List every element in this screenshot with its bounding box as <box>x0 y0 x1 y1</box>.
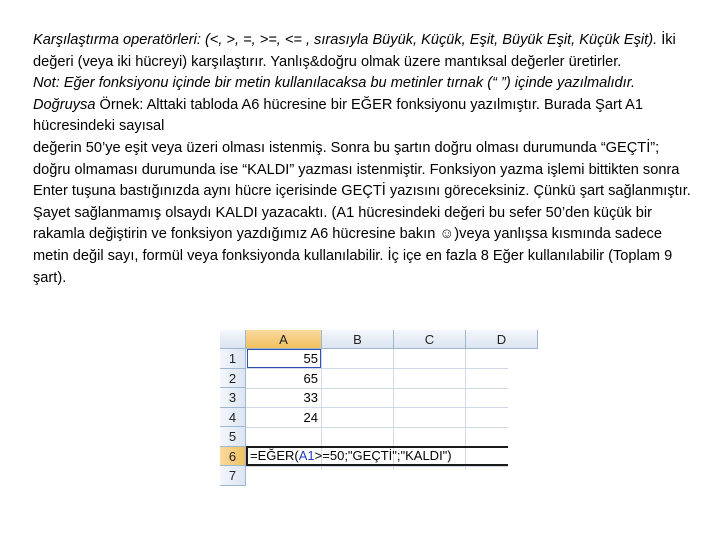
row-header-4[interactable]: 4 <box>220 408 246 428</box>
formula-reference: A1 <box>298 448 315 463</box>
formula-suffix: >=50;"GEÇTİ";"KALDI") <box>314 448 452 463</box>
operators-italic: Karşılaştırma operatörleri: (<, >, =, >=, <= , sırasıyla Büyük, Küçük, Eşit, Büyük Eşit, Küçük Eşit). <box>33 32 658 48</box>
referenced-range-a1 <box>247 349 321 368</box>
row-header-5[interactable]: 5 <box>220 427 246 447</box>
select-all-corner[interactable] <box>220 330 246 349</box>
note-italic: Not: Eğer fonksiyonu içinde bir metin kullanılacaksa bu metinler tırnak (“ ”) içinde yazılmalıdır. Doğruysa <box>33 75 636 113</box>
row-header-3[interactable]: 3 <box>220 388 246 408</box>
paragraph-note <box>33 73 698 138</box>
formula-prefix: =EĞER( <box>250 448 299 463</box>
paragraph-operators <box>33 30 698 73</box>
operators-normal: İki değeri (veya iki hücreyi) karşılaştırır. Yanlış&doğru olmak üzere mantıksal değerler üretirler. <box>33 32 676 70</box>
explanation-text <box>33 30 698 289</box>
column-header-b[interactable]: B <box>322 330 394 349</box>
row-header-2[interactable]: 2 <box>220 369 246 389</box>
column-header-d[interactable]: D <box>466 330 538 349</box>
note-normal: Örnek: Alttaki tabloda A6 hücresine bir EĞER fonksiyonu yazılmıştır. Burada Şart A1 hücresindeki sayısal <box>33 96 644 135</box>
cell-a2[interactable]: 65 <box>303 370 318 386</box>
cell-a1[interactable]: 55 <box>303 351 318 366</box>
spreadsheet-excerpt <box>220 330 508 483</box>
row-header-1[interactable]: 1 <box>220 349 246 369</box>
cell-a3[interactable]: 33 <box>303 390 318 405</box>
paragraph-example: değerin 50’ye eşit veya üzeri olması istenmiş. Sonra bu şartın doğru olması durumunda “GEÇTİ”; doğru olmaması durumunda ise “KALDI” yazması istenmiştir. Fonksiyon yazma işlemi bittikten sonra Enter tuşuna bastığınızda aynı hücre içerisinde GEÇTİ yazısını göreceksiniz. Çünkü şart sağlanmıştır. Şayet sağlanmamış olsaydı KALDI yazacaktı. (A1 hücresindeki değeri bu sefer 50’den küçük bir rakamla değiştirin ve fonksiyon yazdığımız A6 hücresine bakın ☺)veya yanlışsa kısmında sadece metin değil sayı, formül veya fonksiyonda kullanılabilir. İç içe en fazla 8 Eğer kullanılabilir (Toplam 9 şart). <box>33 139 691 286</box>
column-header-a[interactable]: A <box>246 330 322 349</box>
active-cell-border <box>246 446 508 466</box>
cell-a4[interactable]: 24 <box>303 409 318 425</box>
row-header-7[interactable]: 7 <box>220 466 246 486</box>
row-header-6[interactable]: 6 <box>220 447 246 467</box>
grid-line <box>246 427 508 428</box>
column-header-c[interactable]: C <box>394 330 466 349</box>
